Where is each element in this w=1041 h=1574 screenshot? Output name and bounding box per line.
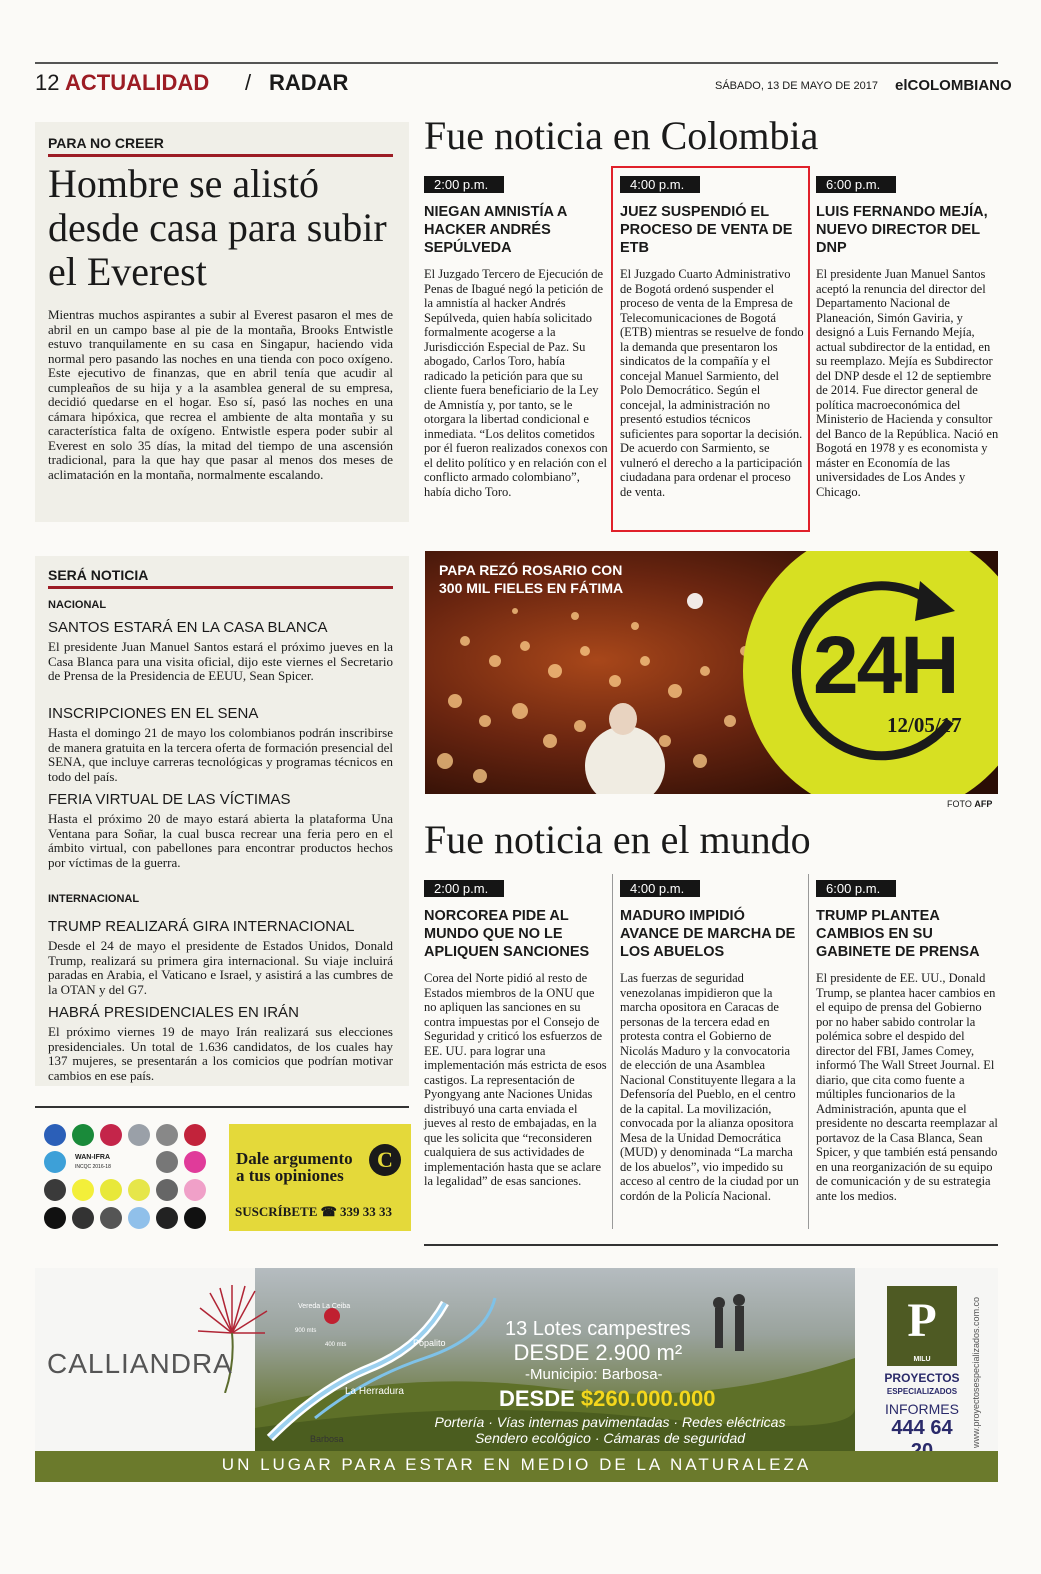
contact-phone[interactable]: 444 64	[891, 1417, 953, 1439]
news-column	[620, 880, 804, 1203]
box-label: SERÁ NOTICIA	[48, 567, 149, 583]
ad-features	[395, 1414, 825, 1446]
news-headline: LUIS FERNANDO MEJÍA, NUEVO DIRECTOR DEL DNP	[816, 204, 988, 256]
box-rule	[48, 586, 393, 589]
pe-logo-sub: MILU	[913, 1356, 931, 1363]
subsection-name: RADAR	[269, 70, 349, 95]
color-calibration-chart	[35, 1112, 216, 1242]
mundo-section-title: Fue noticia en el mundo	[424, 817, 811, 862]
proyectos-especializados-block	[881, 1286, 963, 1463]
feature-line: Portería · Vías internas pavimentadas · Redes eléctricas	[434, 1414, 786, 1430]
brief-title: SANTOS ESTARÁ EN LA CASA BLANCA	[48, 619, 328, 636]
news-body: Corea del Norte pidió al resto de Estados miembros de la ONU que no apliquen las sanciones en su contra impuestas por el Consejo de Seguridad y criticó los esfuerzos de EE. UU. para lograr una implementación más estricta de esos castigos. La representación de Pyongyang ante Naciones Unidas distribuyó una carta enviada el jueves al resto de embajadas, en la que les solicita que “reconsideren cualquiera de sus actividades de implementación hasta que se aclare la legalidad” de esas sanciones.	[424, 971, 607, 1188]
photo-credit	[947, 799, 992, 809]
map-label: Vereda La Ceiba	[298, 1303, 351, 1310]
time-badge: 2:00 p.m.	[424, 880, 504, 897]
24h-logo-date: 12/05/17	[887, 713, 962, 737]
brief-body: Hasta el domingo 21 de mayo los colombianos podrán inscribirse de manera gratuita en la tercera oferta de formación presencial del SENA, que incluye carreras tecnológicas y programas técnicos en todo del país.	[48, 725, 393, 784]
issue-date: SÁBADO, 13 DE MAYO DE 2017	[715, 80, 879, 92]
credit-label: FOTO	[947, 799, 972, 809]
map-label: Barbosa	[310, 1434, 344, 1444]
calliandra-advertisement[interactable]	[35, 1268, 998, 1482]
ad-lots-offer	[505, 1318, 691, 1364]
chart-label: WAN-IFRA	[75, 1154, 110, 1161]
time-badge: 4:00 p.m.	[620, 880, 700, 897]
caption-line: 300 MIL FIELES EN FÁTIMA	[439, 580, 624, 596]
newspaper-brand: elCOLOMBIANO	[895, 77, 1012, 94]
news-column	[424, 176, 608, 499]
time-badge: 2:00 p.m.	[424, 176, 504, 193]
column-divider	[612, 874, 613, 1229]
24h-logo-text: 24H	[813, 620, 958, 711]
column-divider	[808, 874, 809, 1229]
box-rule	[48, 154, 393, 157]
caption-line: PAPA REZÓ ROSARIO CON	[439, 562, 623, 578]
map-label: 400 mts	[325, 1342, 347, 1348]
sera-noticia-box	[35, 556, 409, 1086]
promo-line: Dale argumento	[236, 1149, 353, 1168]
ad-municipality: -Municipio: Barbosa-	[525, 1366, 663, 1383]
time-badge: 6:00 p.m.	[816, 176, 896, 193]
pe-logo-letter: P	[907, 1294, 937, 1347]
brief-title: TRUMP REALIZARÁ GIRA INTERNACIONAL	[48, 918, 355, 935]
credit-source: AFP	[974, 799, 993, 809]
left-bottom-rule	[35, 1106, 409, 1108]
brief-body: Hasta el próximo 20 de mayo estará abierta la plataforma Una Ventana para Soñar, la cual busca recrear una feria pero en el ámbito virtual, con pabellones para encontrar productos hechos por víctimas de la guerra.	[48, 811, 393, 870]
brief-title: FERIA VIRTUAL DE LAS VÍCTIMAS	[48, 791, 291, 808]
news-photo	[425, 551, 998, 794]
news-column	[816, 176, 1000, 499]
news-body: El presidente Juan Manuel Santos aceptó la renuncia del director del Departamento Nacional de Planeación, Simón Gaviria, y designó a Luis Fernando Mejía, actual subdirector de la entidad, en su reemplazo. Mejía es Subdirector del DNP desde el 12 de septiembre de 2014. Fue director general de política macroeconómica del Ministerio de Hacienda y consultor del Banco de la República. Nació en Bogotá en 1978 y es economista y máster en Economía de las universidades de Los Andes y Chicago.	[816, 267, 999, 499]
nacional-label: NACIONAL	[48, 599, 107, 611]
informes-label: INFORMES	[885, 1401, 959, 1417]
ad-brand: CALLIANDRA	[47, 1348, 233, 1379]
news-body: El Juzgado Tercero de Ejecución de Penas de Ibagué negó la petición de la amnistía al hacker Andrés Sepúlveda, quien había solicitado formalmente acogerse a la Jurisdicción Especial de Paz. Su abogado, Carlos Toro, había radicado la petición para que su cliente fuera beneficiario de la Ley de Amnistía y, por tanto, se le otorgara la libertad condicional e inmediata. “Los delitos cometidos por él fueron realizados conexos con el delito político y en relación con el conflicto armado colombiano”, había dicho Toro.	[424, 267, 608, 499]
lots-size: DESDE 2.900 m²	[513, 1340, 683, 1365]
news-body: El presidente de EE. UU., Donald Trump, se plantea hacer cambios en el equipo de prensa del Gobierno por no haber sabido controlar la polémica sobre el despido del director del FBI, James Comey, informó The Wall Street Journal. El diario, que cita como fuente a múltiples funcionarios de la Administración, apunta que el presidente no descarta reemplazar al portavoz de la Casa Blanca, Sean Spicer, y que también está pensando en una reorganización de su equipo de comunicación y de su estrategia ante los medios.	[816, 971, 998, 1203]
pe-name	[881, 1372, 963, 1398]
brief-body: El próximo viernes 19 de mayo Irán realizará sus elecciones presidenciales. Un total de 1.636 candidatos, de los cuales hay 137 mujeres, se presentarán a los comicios que podrían motivar cambios en ese país.	[48, 1024, 393, 1083]
pe-name-line: ESPECIALIZADOS	[886, 1387, 958, 1396]
map-label: Popalito	[413, 1338, 446, 1348]
brief-title: INSCRIPCIONES EN EL SENA	[48, 705, 259, 722]
map-label: 900 mts	[295, 1328, 317, 1334]
story-body: Mientras muchos aspirantes a subir al Everest pasaron el mes de abril en un campo base al pie de la montaña, Brooks Entwistle estuvo tranquilamente en su casa en Singapur, haciendo vida normal pero pasando las noches en una tienda con poco oxígeno. Este ejecutivo de finanzas, que en abril tenía que acudir al cumpleaños de su hija y a la asamblea general de su empresa, decidió quedarse en el hogar. Eso sí, pasó las noches en una cámara hipóxica, que recrea el ambiente de alta montaña y su característica falta de oxígeno. Entwistle espera poder subir al Everest en solo 35 días, la mitad del tiempo de una ascensión tradicional, para la que hay que pasar al menos dos meses de aclimatación en la montaña, normalmente escalando.	[48, 307, 393, 482]
ad-url[interactable]: www.proyectosespecializados.com.co	[971, 1296, 981, 1448]
ad-slogan: UN LUGAR PARA ESTAR EN MEDIO DE LA NATURALEZA	[221, 1455, 812, 1474]
news-body: El Juzgado Cuarto Administrativo de Bogotá ordenó suspender el proceso de venta de la Empresa de Telecomunicaciones de Bogotá (ETB) mientras se resuelve de fondo la demanda que presentaron los sindicatos de la compañía y el concejal Manuel Sarmiento, del Polo Democrático. Según el concejal, la administración no presentó estudios técnicos suficientes para soportar la decisión. De acuerdo con Sarmiento, se vulneró el derecho a la participación ciudadana para ordenar el proceso de venta.	[620, 267, 804, 499]
lots-count: 13 Lotes campestres	[505, 1318, 691, 1340]
section-bottom-rule	[424, 1244, 998, 1246]
section-name: ACTUALIDAD	[65, 70, 210, 95]
el-colombiano-logo: C	[369, 1144, 401, 1176]
colombia-section-title: Fue noticia en Colombia	[424, 113, 819, 158]
brief-body: El presidente Juan Manuel Santos estará el próximo jueves en la Casa Blanca para una visita oficial, dijo este viernes el Secretario de Prensa de la Presidencia de EEUU, Sean Spicer.	[48, 639, 393, 683]
news-column	[816, 880, 1000, 1203]
price-value: $260.000.000	[580, 1386, 716, 1411]
page-header	[35, 70, 1012, 100]
promo-line: a tus opiniones	[236, 1166, 344, 1185]
news-headline: NORCOREA PIDE AL MUNDO QUE NO LE APLIQUEN SANCIONES	[424, 908, 590, 960]
feature-line: Sendero ecológico · Cámaras de seguridad	[474, 1430, 746, 1446]
section-separator: /	[245, 70, 252, 95]
brief-body: Desde el 24 de mayo el presidente de Estados Unidos, Donald Trump, realizará su primera gira internacional. Su viaje incluirá paradas en Arabia, el Vaticano e Israel, y asistirá a las cumbres de la OTAN y del G7.	[48, 938, 393, 997]
page-number: 12	[35, 70, 60, 95]
para-no-creer-box	[35, 122, 409, 522]
news-headline: JUEZ SUSPENDIÓ EL PROCESO DE VENTA DE ETB	[620, 204, 793, 256]
story-title: Hombre se alistó desde casa para subir el Everest	[48, 161, 387, 294]
brief-title: HABRÁ PRESIDENCIALES EN IRÁN	[48, 1004, 299, 1021]
top-rule	[35, 62, 998, 64]
news-column	[424, 880, 608, 1189]
box-label: PARA NO CREER	[48, 135, 164, 151]
pe-name-line: PROYECTOS	[884, 1371, 960, 1385]
map-label: La Herradura	[345, 1386, 404, 1397]
news-headline: TRUMP PLANTEA CAMBIOS EN SU GABINETE DE PRENSA	[816, 908, 980, 960]
promo-headline	[236, 1150, 353, 1184]
color-swatches	[35, 1112, 216, 1242]
highlight-box	[611, 166, 810, 532]
time-badge: 4:00 p.m.	[620, 176, 700, 193]
subscription-promo[interactable]	[229, 1124, 411, 1231]
internacional-label: INTERNACIONAL	[48, 893, 140, 905]
news-headline: MADURO IMPIDIÓ AVANCE DE MARCHA DE LOS ABUELOS	[620, 908, 796, 960]
news-headline: NIEGAN AMNISTÍA A HACKER ANDRÉS SEPÚLVEDA	[424, 204, 567, 256]
ad-price	[499, 1386, 716, 1412]
pe-logo	[887, 1286, 957, 1366]
promo-cta: SUSCRÍBETE ☎ 339 33 33	[235, 1204, 393, 1219]
time-badge: 6:00 p.m.	[816, 880, 896, 897]
chart-sublabel: INCQC 2016-18	[75, 1164, 111, 1170]
price-label: DESDE	[499, 1386, 575, 1411]
news-body: Las fuerzas de seguridad venezolanas impidieron que la marcha opositora en Caracas de personas de la tercera edad en protesta contra el Gobierno de Nicolás Maduro y la convocatoria de elección de una Asamblea Nacional Constituyente llegara a la Defensoría del Pueblo, en el centro de la capital. La movilización, convocada por la alianza opositora Mesa de la Unidad Democrática (MUD) y denominada “La marcha de los abuelos”, vio impedido su acceso al centro de la ciudad por un cordón de la Policía Nacional.	[620, 971, 799, 1203]
photo-caption	[439, 561, 623, 597]
